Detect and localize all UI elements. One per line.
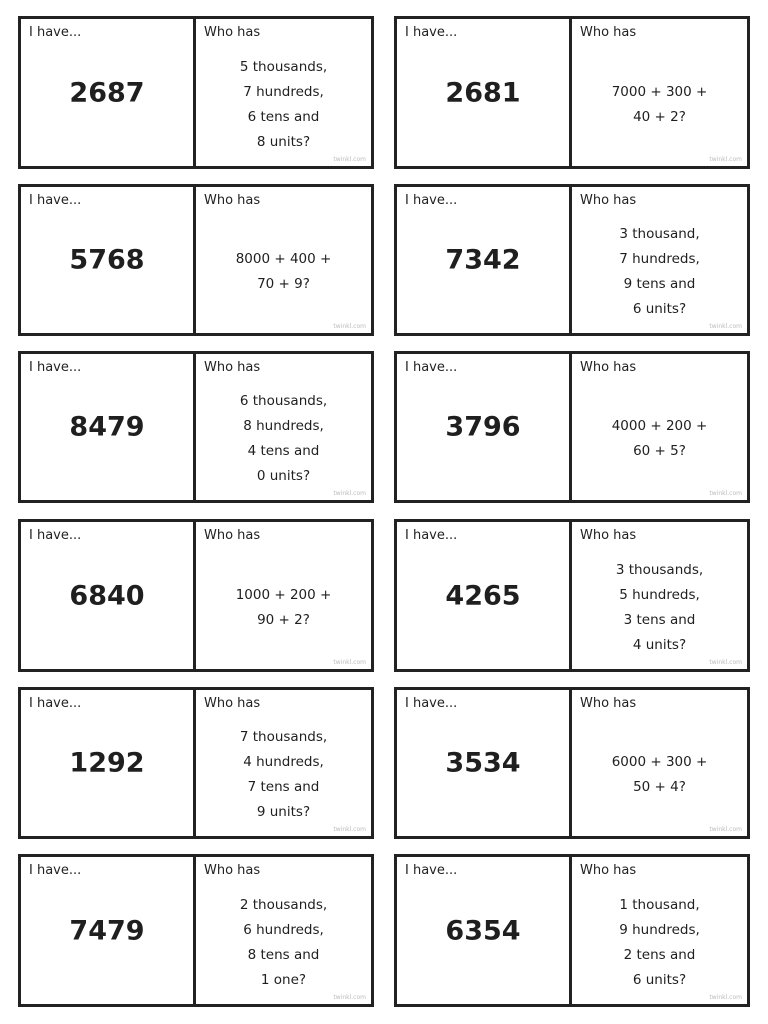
i-have-label: I have... [405,528,458,543]
question-line: 7 hundreds, [619,251,700,267]
question-text [204,889,363,996]
who-has-section [572,857,747,1004]
question-text [204,51,363,158]
watermark: twinkl.com [709,659,742,666]
who-has-label: Who has [580,528,637,543]
question-line: 90 + 2? [257,611,310,628]
i-have-label: I have... [29,193,82,208]
question-text [580,219,739,325]
watermark: twinkl.com [333,323,366,330]
i-have-label: I have... [29,863,82,878]
question-line: 6000 + 300 + [611,754,708,770]
loop-card [18,854,374,1007]
question-text [204,554,363,661]
question-line: 1 one? [260,971,307,988]
watermark: twinkl.com [333,490,366,497]
card-number: 3796 [445,411,521,443]
watermark: twinkl.com [709,826,742,833]
question-line: 40 + 2? [633,108,686,125]
watermark: twinkl.com [333,659,366,666]
question-line: 2 thousands, [239,896,328,913]
question-line: 70 + 9? [257,276,310,292]
question-line: 6 thousands, [239,393,328,409]
question-line: 1000 + 200 + [235,586,332,603]
question-text [580,722,739,828]
card-number: 7342 [445,244,521,276]
loop-card [18,519,374,672]
card-number: 6840 [69,580,145,611]
question-text [580,554,739,661]
i-have-section [397,187,572,333]
i-have-section [397,19,572,166]
question-line: 3 tens and [623,611,696,628]
card-number: 5768 [69,244,145,276]
question-line: 5 thousands, [239,58,328,75]
watermark: twinkl.com [709,490,742,497]
watermark: twinkl.com [333,156,366,163]
question-line: 8 tens and [247,946,320,963]
i-have-label: I have... [29,696,82,711]
question-line: 5 hundreds, [619,586,700,603]
who-has-section [196,857,371,1004]
who-has-label: Who has [580,360,637,375]
question-text [204,219,363,325]
question-line: 7 thousands, [239,729,328,745]
watermark: twinkl.com [709,994,742,1001]
who-has-section [196,354,371,500]
watermark: twinkl.com [709,323,742,330]
question-line: 2 tens and [623,946,696,963]
i-have-label: I have... [29,360,82,375]
loop-card [394,16,750,169]
who-has-section [572,19,747,166]
who-has-label: Who has [204,25,261,40]
watermark: twinkl.com [333,994,366,1001]
question-line: 3 thousand, [619,226,700,242]
who-has-section [196,19,371,166]
question-line: 8 hundreds, [243,418,324,434]
question-line: 7 hundreds, [243,83,324,100]
who-has-label: Who has [580,696,637,711]
who-has-label: Who has [204,360,261,375]
who-has-label: Who has [204,696,261,711]
question-line: 4 hundreds, [243,754,324,770]
i-have-section [21,19,196,166]
who-has-section [572,522,747,669]
question-line: 9 tens and [623,276,696,292]
question-line: 4 tens and [247,443,320,459]
question-line: 0 units? [256,468,311,484]
i-have-label: I have... [405,193,458,208]
question-line: 6 hundreds, [243,921,324,938]
question-line: 50 + 4? [633,779,686,795]
who-has-section [196,187,371,333]
who-has-section [196,522,371,669]
question-line: 60 + 5? [633,443,686,459]
who-has-section [196,690,371,836]
question-line: 6 units? [632,971,687,988]
who-has-label: Who has [580,193,637,208]
who-has-section [572,690,747,836]
question-line: 9 hundreds, [619,921,700,938]
i-have-section [397,857,572,1004]
who-has-label: Who has [204,863,261,878]
loop-card [394,351,750,503]
who-has-label: Who has [580,863,637,878]
i-have-label: I have... [405,25,458,40]
question-text [580,889,739,996]
i-have-section [21,690,196,836]
i-have-section [397,354,572,500]
who-has-label: Who has [204,528,261,543]
card-number: 2687 [69,77,145,108]
watermark: twinkl.com [709,156,742,163]
who-has-label: Who has [580,25,637,40]
loop-card [18,16,374,169]
card-number: 4265 [445,580,521,611]
question-line: 7 tens and [247,779,320,795]
i-have-section [397,522,572,669]
card-number: 8479 [69,411,145,443]
question-line: 8 units? [256,133,311,150]
question-text [204,386,363,492]
i-have-section [21,187,196,333]
i-have-label: I have... [29,25,82,40]
i-have-label: I have... [405,696,458,711]
card-number: 3534 [445,747,521,779]
who-has-section [572,187,747,333]
question-line: 4000 + 200 + [611,418,708,434]
card-number: 6354 [445,915,521,946]
loop-card [394,854,750,1007]
loop-card [18,184,374,336]
i-have-label: I have... [405,360,458,375]
question-text [580,51,739,158]
watermark: twinkl.com [333,826,366,833]
question-text [204,722,363,828]
loop-card [394,687,750,839]
i-have-section [21,857,196,1004]
question-line: 6 units? [632,301,687,317]
question-line: 7000 + 300 + [611,83,708,100]
loop-card [394,184,750,336]
loop-card [18,351,374,503]
question-line: 1 thousand, [619,896,700,913]
question-line: 4 units? [632,636,687,653]
question-text [580,386,739,492]
i-have-section [21,354,196,500]
card-number: 7479 [69,915,145,946]
i-have-section [21,522,196,669]
card-number: 2681 [445,77,521,108]
who-has-section [572,354,747,500]
question-line: 3 thousands, [615,561,704,578]
card-number: 1292 [69,747,145,779]
question-line: 9 units? [256,804,311,820]
i-have-label: I have... [29,528,82,543]
loop-card [394,519,750,672]
i-have-label: I have... [405,863,458,878]
question-line: 6 tens and [247,108,320,125]
question-line: 8000 + 400 + [235,251,332,267]
who-has-label: Who has [204,193,261,208]
i-have-section [397,690,572,836]
loop-card [18,687,374,839]
